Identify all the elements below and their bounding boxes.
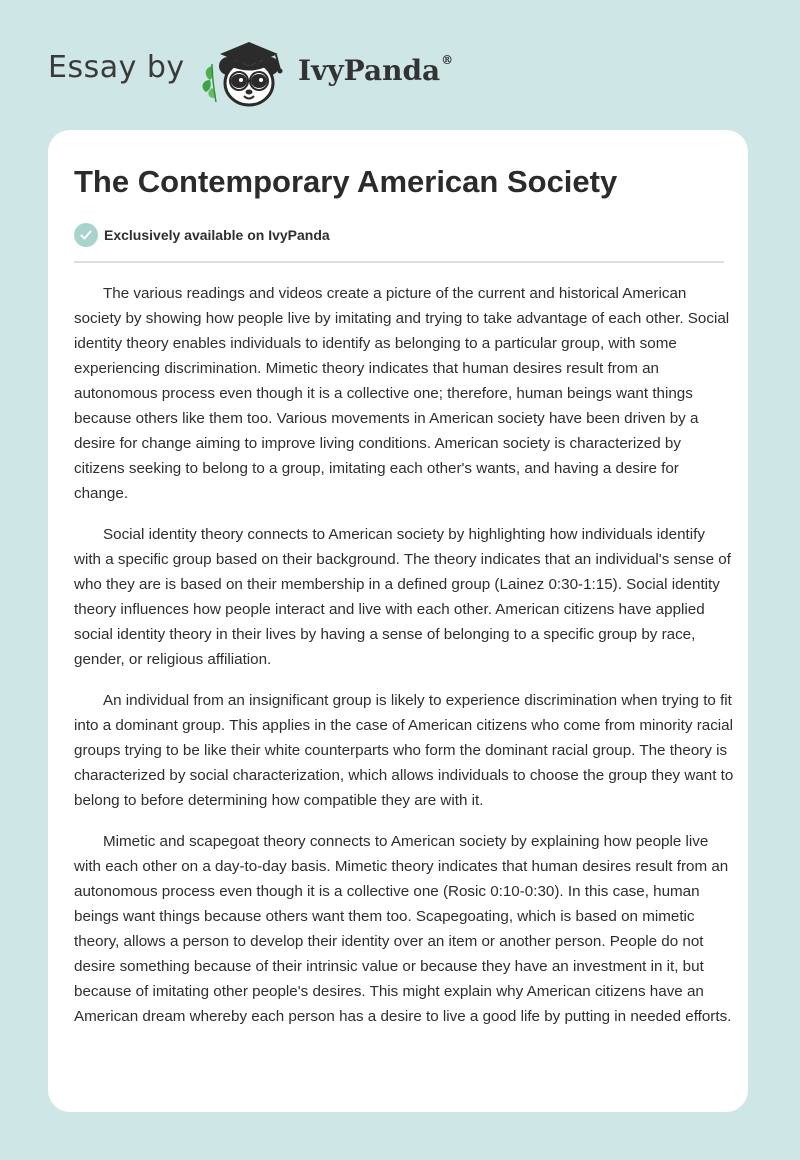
check-circle-icon — [74, 223, 98, 247]
article-card — [48, 130, 748, 1112]
exclusive-text: Exclusively available on IvyPanda — [104, 227, 330, 243]
paragraph: Mimetic and scapegoat theory connects to American society by explaining how people live with each other on a day-to-day basis. Mimetic theory indicates that human desires result from an autonomous process even though it is a collective one (Rosic 0:10-0:30). In this case, human beings want things because others want them too. Scapegoating, which is based on mimetic theory, allows a person to develop their identity over an item or another person. People do not desire something because of their intrinsic value or because they have an investment in it, but because of imitating other people's desires. This might explain why American citizens have an American dream whereby each person has a desire to live a good life by putting in needed efforts. — [74, 833, 732, 1025]
article-body — [74, 281, 734, 1045]
paragraph: Social identity theory connects to American society by highlighting how individuals identify with a specific group based on their background. The theory indicates that an individual's sense of who they are is based on their membership in a defined group (Lainez 0:30-1:15). Social identity theory influences how people interact and live with each other. American citizens have applied social identity theory in their lives by having a sense of belonging to a specific group by race, gender, or religious affiliation. — [74, 526, 731, 668]
paragraph: The various readings and videos create a picture of the current and historical American society by showing how people live by imitating and trying to take advantage of each other. Social identity theory enables individuals to identify as belonging to a particular group, with some experiencing discrimination. Mimetic theory indicates that human desires result from an autonomous process even though it is a collective one; therefore, human beings want things because others like them too. Various movements in American society have been driven by a desire for change aiming to improve living conditions. American society is characterized by citizens seeking to belong to a group, imitating each other's wants, and having a desire for change. — [74, 285, 730, 502]
site-header — [0, 0, 800, 130]
panda-graduate-icon — [200, 36, 292, 110]
divider — [74, 261, 724, 263]
paragraph: An individual from an insignificant group is likely to experience discrimination when trying to fit into a dominant group. This applies in the case of American citizens who come from minority racial groups trying to be like their white counterparts who form the dominant racial group. The theory is characterized by social characterization, which allows individuals to choose the group they want to belong to before determining how compatible they are with it. — [74, 692, 734, 809]
essay-by-label: Essay by — [48, 50, 185, 85]
page-title: The Contemporary American Society — [74, 164, 618, 199]
registered-mark: ® — [441, 52, 454, 67]
exclusive-badge — [74, 222, 330, 248]
brand-name[interactable]: IvyPanda® — [298, 52, 454, 87]
